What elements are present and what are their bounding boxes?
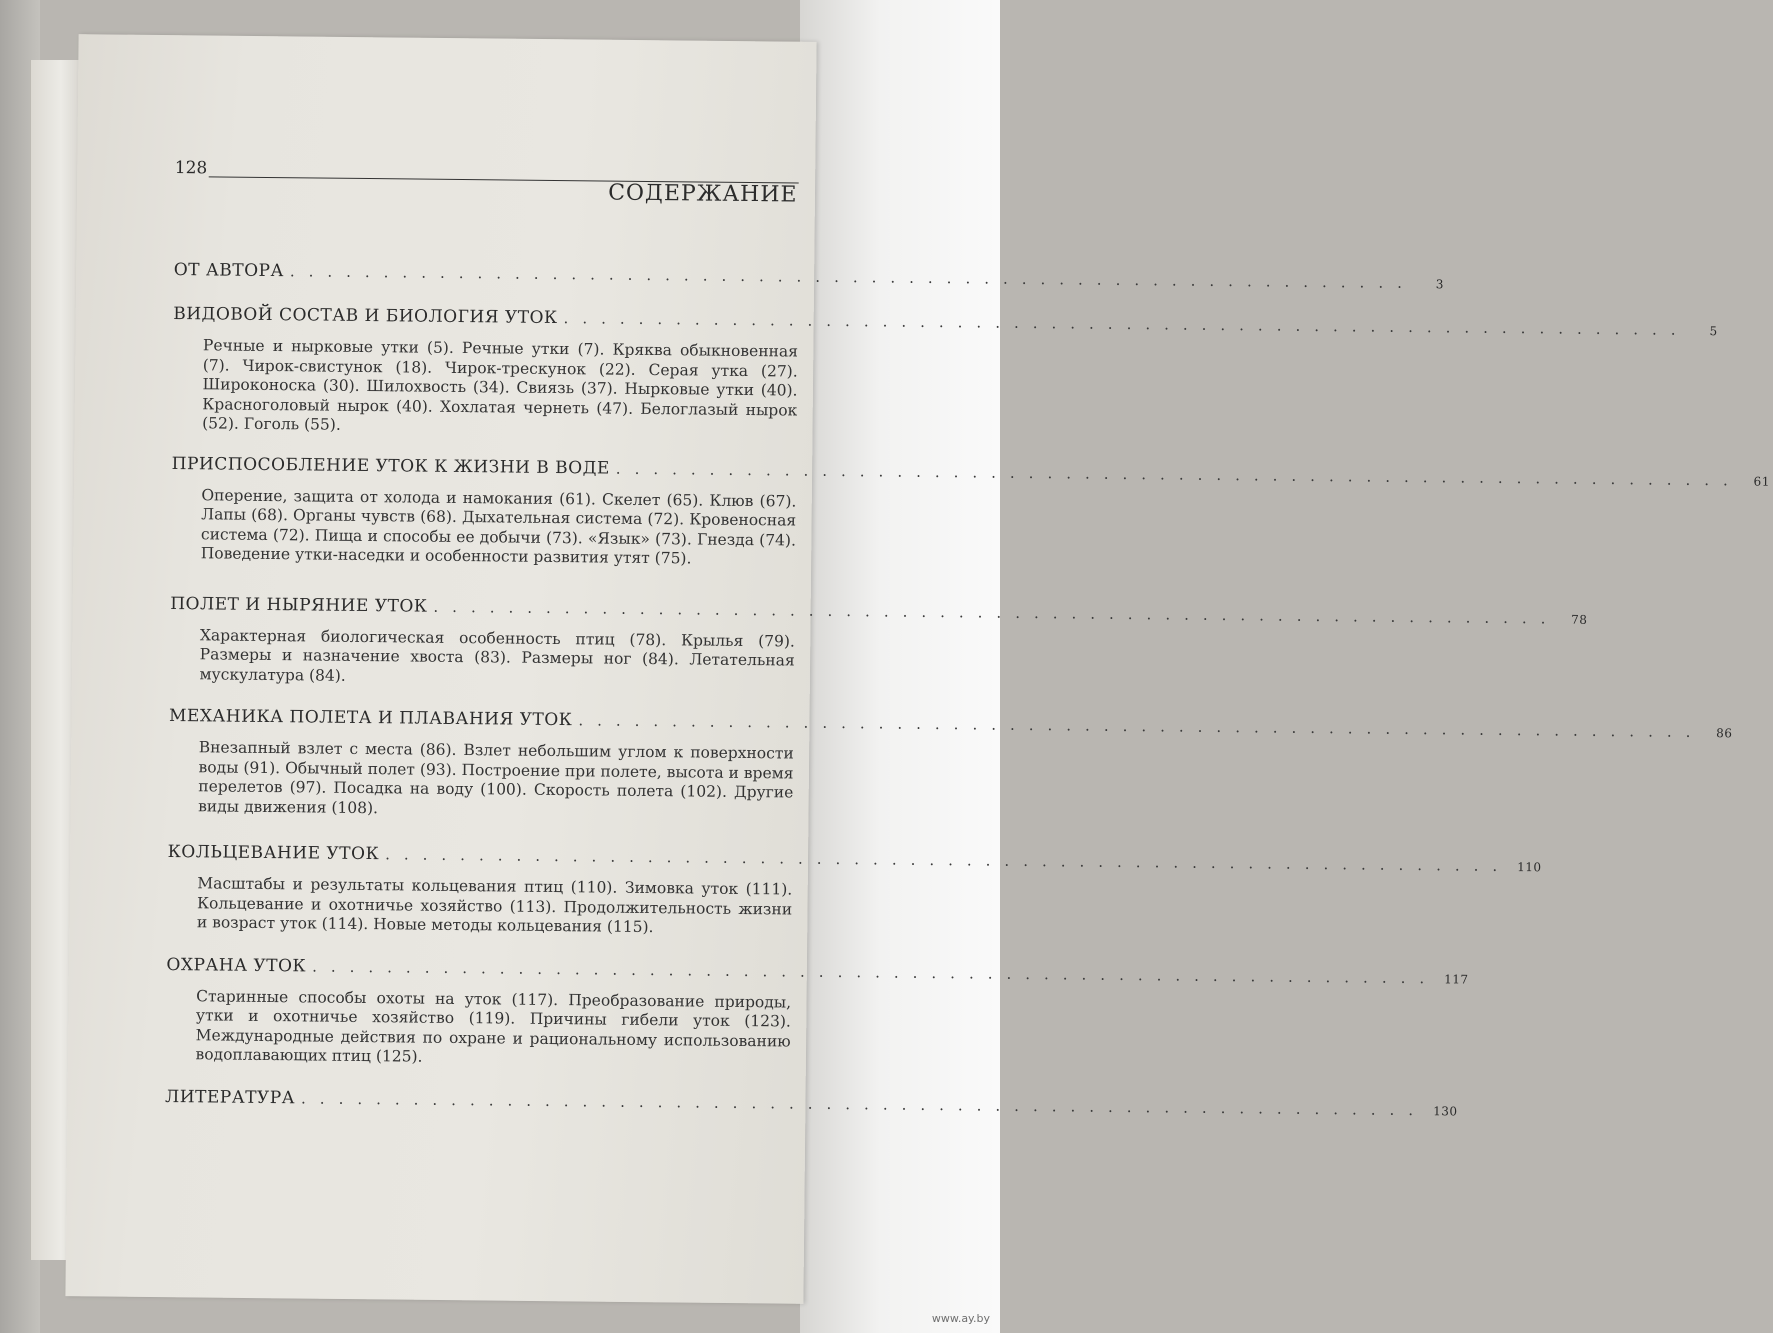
toc-entry-title: ПОЛЕТ И НЫРЯНИЕ УТОК [170, 593, 428, 617]
toc-entry [169, 593, 1588, 690]
toc-entry-heading [168, 705, 1733, 742]
toc-leader-dots: ............................................................ [301, 1088, 1428, 1119]
toc-entry-page: 3 [1435, 277, 1444, 292]
toc-entry-heading [166, 954, 1469, 987]
toc-leader-dots: ............................................................ [578, 711, 1705, 742]
toc-leader-dots: ............................................................ [289, 262, 1417, 293]
toc-entry-title: ЛИТЕРАТУРА [164, 1086, 296, 1108]
toc-entry [171, 453, 1770, 570]
toc-entry-title: КОЛЬЦЕВАНИЕ УТОК [167, 841, 380, 865]
toc-entry-title: ВИДОВОЙ СОСТАВ И БИОЛОГИЯ УТОК [173, 303, 558, 329]
toc-entry [172, 303, 1718, 440]
toc-entry [165, 954, 1469, 1071]
toc-entry-title: ОТ АВТОРА [173, 259, 284, 282]
toc-entry-description: Речные и нырковые утки (5). Речные утки (7). Кряква обыкновенная (7). Чирок-свистунок (18). Чирок-трескунок (22). Серая утка (27). Широконоска (30). Шилохвость (34). Свиязь (37). Нырковые утки (40). Красноголовый нырок (40). Хохлатая чернеть (47). Белоглазый нырок (52). Гоголь (55). [202, 336, 799, 434]
page-header [174, 150, 800, 211]
toc-leader-dots: ............................................................ [563, 309, 1690, 339]
toc-entry-title: ПРИСПОСОБЛЕНИЕ УТОК К ЖИЗНИ В ВОДЕ [171, 453, 610, 479]
toc-leader-dots: ............................................................ [385, 845, 1512, 876]
toc-entry-page: 117 [1444, 971, 1469, 987]
toc-entry [168, 705, 1733, 823]
toc-list [164, 259, 1770, 1119]
toc-entry-description: Характерная биологическая особенность птиц (78). Крылья (79). Размеры и назначение хвоста (83). Размеры ног (84). Летательная мускулатура (84). [199, 625, 795, 685]
toc-leader-dots: ............................................................ [312, 956, 1439, 987]
toc-entry-heading [173, 303, 1718, 339]
toc-entry-heading [170, 593, 1588, 628]
page-number: 128 [174, 157, 208, 179]
toc-entry-page: 110 [1517, 860, 1542, 875]
toc-entry-description: Оперение, защита от холода и намокания (61). Скелет (65). Клюв (67). Лапы (68). Органы чувств (68). Дыхательная система (72). Кровеносная система (72). Пища и способы ее добычи (73). «Язык» (73). Гнезда (74). Поведение утки-наседки и особенности развития утят (75). [200, 485, 797, 568]
watermark: www.ay.by [931, 1312, 990, 1325]
toc-leader-dots: ............................................................ [615, 459, 1742, 489]
toc-entry-page: 5 [1709, 324, 1718, 339]
toc-entry-page: 86 [1716, 726, 1733, 741]
toc-leader-dots: ............................................................ [433, 597, 1560, 628]
toc-entry-page: 78 [1571, 612, 1588, 627]
toc-entry-title: ОХРАНА УТОК [166, 954, 307, 976]
toc-entry-heading [171, 453, 1770, 489]
toc-entry-title: МЕХАНИКА ПОЛЕТА И ПЛАВАНИЯ УТОК [168, 705, 573, 731]
toc-entry-description: Масштабы и результаты кольцевания птиц (110). Зимовка уток (111). Кольцевание и охотничье хозяйство (113). Продолжительность жизни и возраст уток (114). Новые методы кольцевания (115). [196, 874, 793, 937]
toc-entry-description: Внезапный взлет с места (86). Взлет небольшим углом к поверхности воды (91). Обычный полет (93). Построение при полете, высота и время перелетов (97). Посадка на воду (100). Скорость полета (102). Другие виды движения (108). [198, 738, 794, 817]
toc-entry-heading [167, 841, 1542, 876]
page-title: СОДЕРЖАНИЕ [608, 180, 798, 208]
toc-content [164, 150, 1770, 1119]
toc-entry-heading [173, 259, 1444, 293]
toc-entry-page: 61 [1753, 474, 1770, 489]
toc-entry-description: Старинные способы охоты на уток (117). Преобразование природы, утки и охотничье хозяйство (119). Причины гибели уток (123). Международные действия по охране и рациональному использованию водоплавающих птиц (125). [195, 986, 792, 1066]
toc-entry [167, 841, 1542, 939]
toc-entry-page: 130 [1433, 1103, 1458, 1118]
toc-entry [173, 259, 1444, 293]
background-right [800, 0, 1000, 1333]
